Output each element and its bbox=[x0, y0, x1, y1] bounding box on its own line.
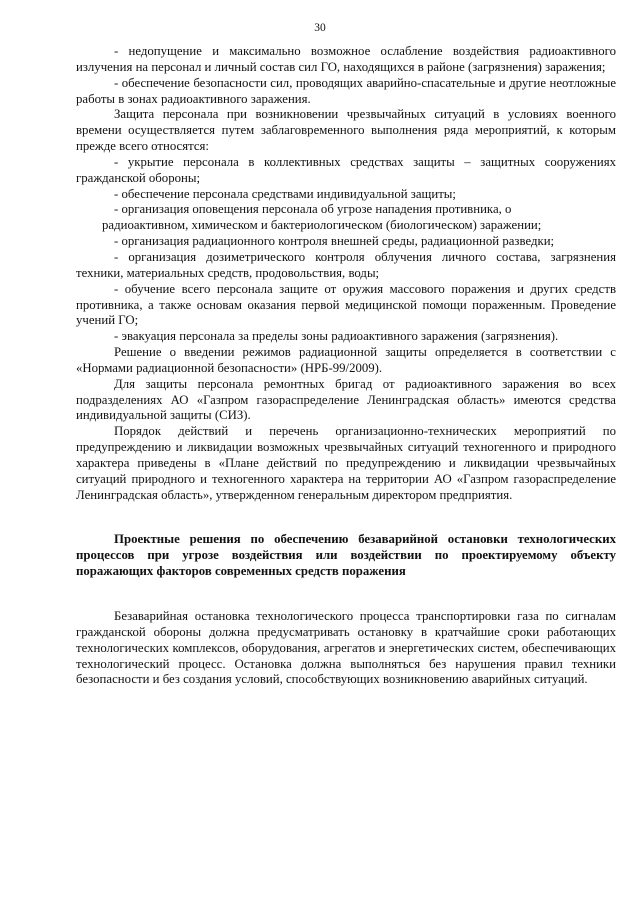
paragraph: Защита персонала при возникновении чрезвычайных ситуаций в условиях военного времени осуществляется путем заблаговременного выполнения ряда мероприятий, к которым прежде всего относятся: bbox=[76, 107, 616, 154]
paragraph: Решение о введении режимов радиационной защиты определяется в соответствии с «Нормами радиационной безопасности» (НРБ-99/2009). bbox=[76, 345, 616, 375]
list-item: - организация дозиметрического контроля облучения личного состава, загрязнения техники, материальных средств, продовольствия, воды; bbox=[76, 249, 616, 280]
list-item: - укрытие персонала в коллективных средствах защиты – защитных сооружениях гражданской обороны; bbox=[76, 154, 616, 185]
list-item: - эвакуация персонала за пределы зоны радиоактивного заражения (загрязнения). bbox=[114, 329, 559, 344]
document-body bbox=[76, 44, 616, 688]
paragraph: Безаварийная остановка технологического процесса транспортировки газа по сигналам гражданской обороны должна предусматривать остановку в кратчайшие сроки работающих технологических комплексов, оборудования, агрегатов и энергетических систем, обеспечивающих технологический процесс. Остановка должна выполняться без нарушения правил техники безопасности и без создания условий, способствующих возникновению аварийных ситуаций. bbox=[76, 609, 616, 687]
paragraph: - недопущение и максимально возможное ослабление воздействия радиоактивного излучения на персонал и личный состав сил ГО, находящихся в районе (загрязнения) заражения; bbox=[76, 44, 616, 74]
paragraph: радиоактивном, химическом и бактериологическом (биологическом) заражении; bbox=[102, 218, 542, 233]
list-item: - обучение всего персонала защите от оружия массового поражения и других средств противника, а также основам оказания первой медицинской помощи пораженным. Проведение учений ГО; bbox=[76, 281, 616, 328]
list-item: - организация радиационного контроля внешней среды, радиационной разведки; bbox=[114, 234, 555, 249]
list-item: - обеспечение персонала средствами индивидуальной защиты; bbox=[114, 186, 456, 201]
page-number: 30 bbox=[314, 22, 326, 34]
section-heading: Проектные решения по обеспечению безаварийной остановки технологических процессов при угрозе воздействия или воздействии по проектируемому объекту поражающих факторов современных средств поражения bbox=[76, 532, 616, 579]
paragraph: Порядок действий и перечень организационно-технических мероприятий по предупреждению и ликвидации возможных чрезвычайных ситуаций техногенного и природного характера приведены в «Плане действий по предупреждению и ликвидации чрезвычайных ситуаций природного и техногенного характера на территории АО «Газпром газораспределение Ленинградская область», утвержденном генеральным директором предприятия. bbox=[76, 424, 616, 502]
paragraph: Для защиты персонала ремонтных бригад от радиоактивного заражения во всех подразделениях АО «Газпром газораспределение Ленинградская область» имеются средства индивидуальной защиты (СИЗ). bbox=[76, 376, 616, 423]
list-item: - организация оповещения персонала об угрозе нападения противника, о bbox=[114, 202, 512, 217]
paragraph: - обеспечение безопасности сил, проводящих аварийно-спасательные и другие неотложные работы в зонах радиоактивного заражения. bbox=[76, 75, 616, 106]
